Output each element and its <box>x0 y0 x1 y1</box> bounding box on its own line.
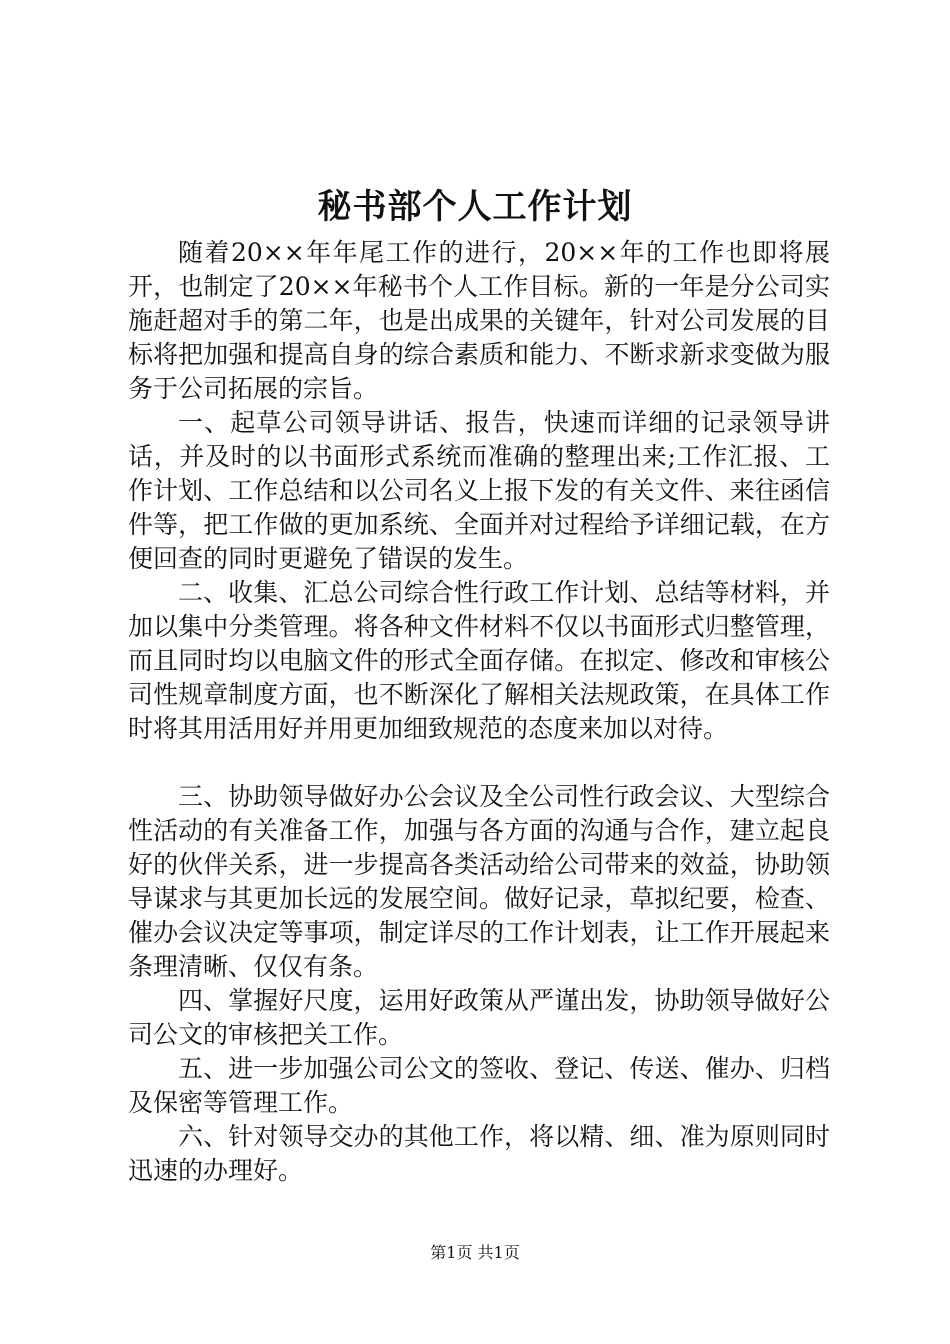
document-title: 秘书部个人工作计划 <box>317 187 633 227</box>
document-body <box>128 236 830 1188</box>
paragraph-item-2: 二、收集、汇总公司综合性行政工作计划、总结等材料，并加以集中分类管理。将各种文件材料不仅以书面形式归整管理，而且同时均以电脑文件的形式全面存储。在拟定、修改和审核公司性规章制度方面，也不断深化了解相关法规政策，在具体工作时将其用活用好并用更加细致规范的态度来加以对待。 <box>128 578 830 743</box>
paragraph-item-1: 一、起草公司领导讲话、报告，快速而详细的记录领导讲话，并及时的以书面形式系统而准确的整理出来;工作汇报、工作计划、工作总结和以公司名义上报下发的有关文件、来往函信件等，把工作做的更加系统、全面并对过程给予详细记载，在方便回查的同时更避免了错误的发生。 <box>128 408 830 573</box>
paragraph-item-6: 六、针对领导交办的其他工作，将以精、细、准为原则同时迅速的办理好。 <box>128 1122 830 1185</box>
paragraph-item-5: 五、进一步加强公司公文的签收、登记、传送、催办、归档及保密等管理工作。 <box>128 1054 830 1117</box>
paragraph-intro: 随着20××年年尾工作的进行，20××年的工作也即将展开，也制定了20××年秘书个人工作目标。新的一年是分公司实施赶超对手的第二年，也是出成果的关键年，针对公司发展的目标将把加强和提高自身的综合素质和能力、不断求新求变做为服务于公司拓展的宗旨。 <box>128 238 830 403</box>
paragraph-item-3: 三、协助领导做好办公会议及全公司性行政会议、大型综合性活动的有关准备工作，加强与各方面的沟通与合作，建立起良好的伙伴关系，进一步提高各类活动给公司带来的效益，协助领导谋求与其更加长远的发展空间。做好记录，草拟纪要，检查、催办会议决定等事项，制定详尽的工作计划表，让工作开展起来条理清晰、仅仅有条。 <box>128 782 830 981</box>
paragraph-item-4: 四、掌握好尺度，运用好政策从严谨出发，协助领导做好公司公文的审核把关工作。 <box>128 986 830 1049</box>
page-footer: 第1页 共1页 <box>430 1243 520 1262</box>
